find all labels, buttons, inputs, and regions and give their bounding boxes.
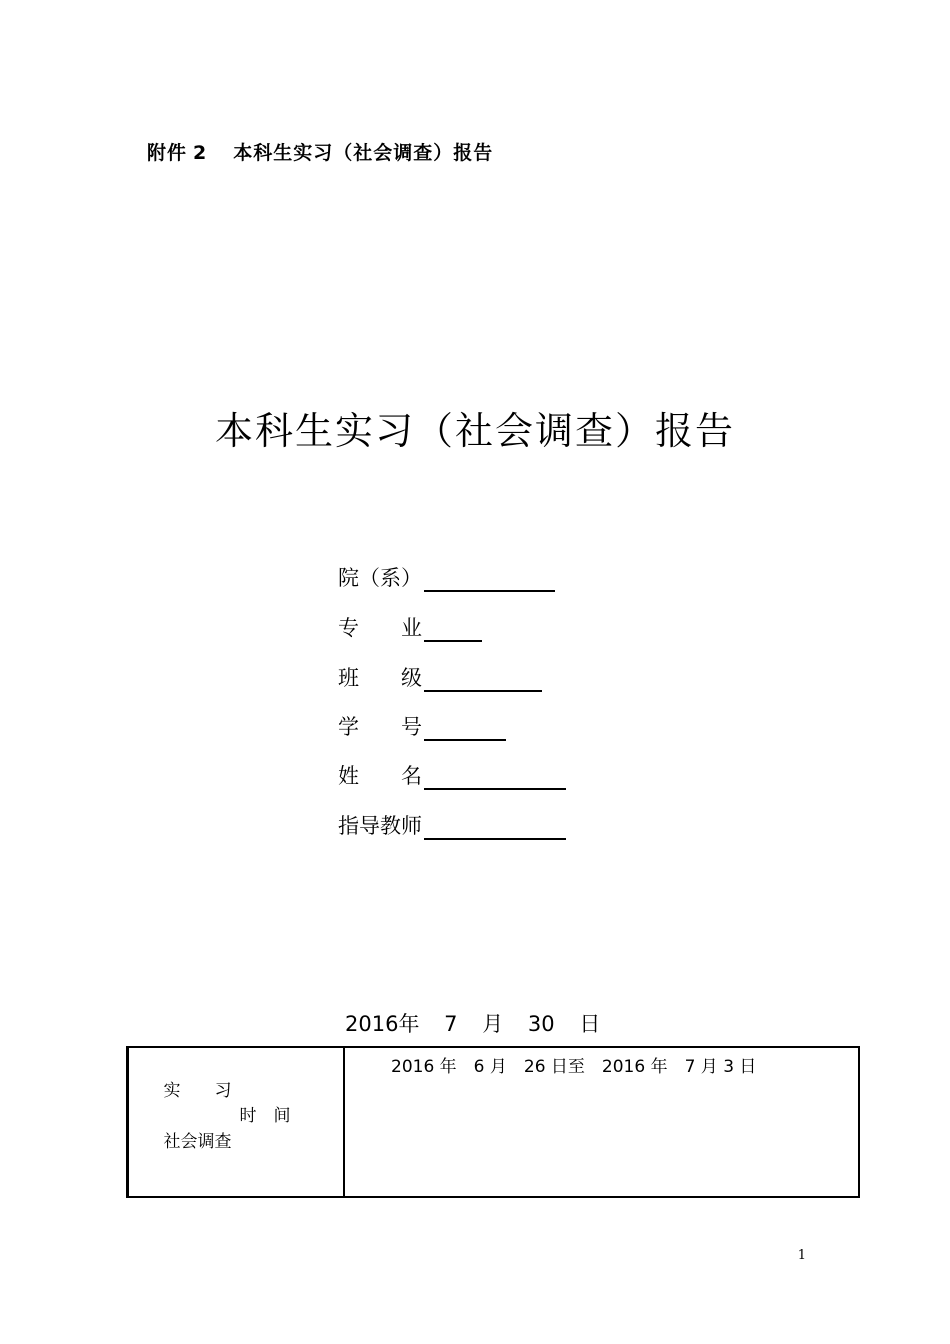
field-department <box>338 562 555 592</box>
attachment-label: 附件 <box>147 142 188 164</box>
attachment-number: 2 <box>193 142 208 164</box>
field-name-blank[interactable] <box>424 766 566 790</box>
field-major <box>338 612 482 642</box>
field-student-id-blank[interactable] <box>424 717 506 741</box>
label-time: 时 间 <box>239 1106 291 1126</box>
date-year: 2016 <box>345 1012 399 1036</box>
table-label-cell <box>128 1047 345 1197</box>
field-student-id <box>338 711 506 741</box>
field-major-label: 专 业 <box>338 616 422 640</box>
attachment-title: 本科生实习（社会调查）报告 <box>233 142 494 164</box>
date-day: 30 <box>527 1012 555 1036</box>
field-name-label: 姓 名 <box>338 764 422 788</box>
date-month-unit: 月 <box>482 1012 504 1036</box>
attachment-header <box>147 138 493 165</box>
date-year-unit: 年 <box>398 1012 420 1036</box>
table-row <box>128 1047 860 1197</box>
date-day-unit: 日 <box>579 1012 601 1036</box>
field-department-blank[interactable] <box>424 568 555 592</box>
field-advisor-label: 指导教师 <box>338 814 422 838</box>
field-advisor-blank[interactable] <box>424 816 566 840</box>
field-class-blank[interactable] <box>424 668 542 692</box>
field-department-label: 院（系） <box>338 566 422 590</box>
report-date <box>345 1008 600 1038</box>
field-advisor <box>338 810 566 840</box>
internship-info-table <box>126 1046 860 1198</box>
label-social-survey: 社会调查 <box>163 1132 232 1152</box>
report-title: 本科生实习（社会调查）报告 <box>214 409 735 453</box>
field-class <box>338 662 542 692</box>
field-student-id-label: 学 号 <box>338 715 422 739</box>
page-number: 1 <box>797 1248 806 1263</box>
field-class-label: 班 级 <box>338 666 422 690</box>
label-internship: 实 习 <box>163 1081 232 1101</box>
internship-period: 2016 年 6 月 26 日至 2016 年 7 月 3 日 <box>391 1057 757 1077</box>
table-value-cell <box>344 1047 859 1197</box>
field-name <box>338 760 566 790</box>
date-month: 7 <box>444 1012 458 1036</box>
field-major-blank[interactable] <box>424 618 482 642</box>
